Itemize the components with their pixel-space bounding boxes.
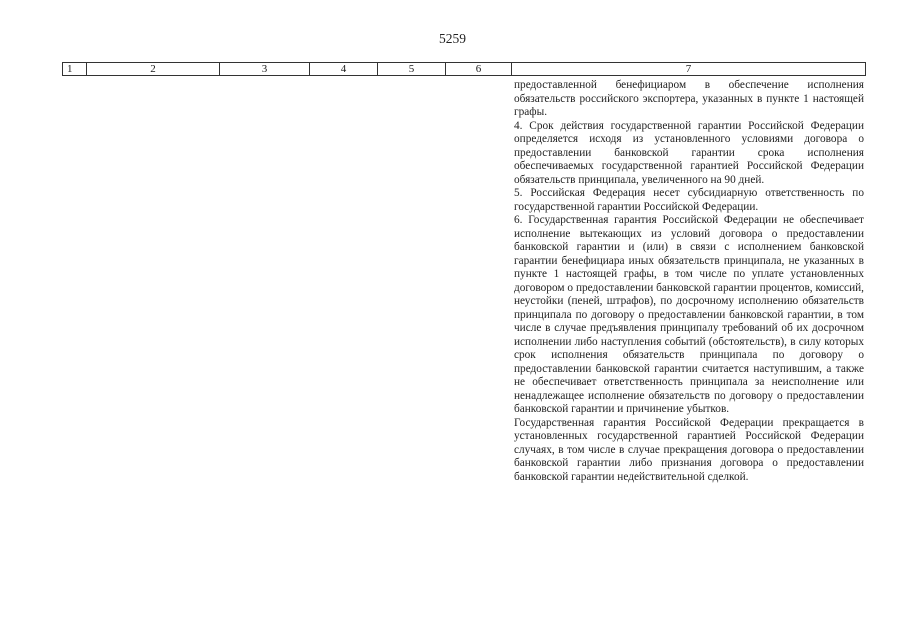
paragraph-termination: Государственная гарантия Российской Федерации прекращается в установленных государственной гарантией Российской Федерации случаях, в том числе в случае прекращения договора о предоставлении банковской гарантии либо признания договора о предоставлении банковской гарантии недействительной сделкой. xyxy=(514,416,864,483)
column-header-1: 1 xyxy=(63,63,87,75)
paragraph-item-5: 5. Российская Федерация несет субсидиарную ответственность по государственной гарантии Российской Федерации. xyxy=(514,187,864,213)
paragraph-item-4: 4. Срок действия государственной гарантии Российской Федерации определяется исходя из установленного условиями договора о предоставлении банковской гарантии срока исполнения обеспечиваемых государственной гарантией Российской Федерации обязательств принципала, увеличенного на 90 дней. xyxy=(514,119,864,186)
column-header-7: 7 xyxy=(685,63,692,75)
column-header-5: 5 xyxy=(378,63,446,75)
paragraph-continuation: предоставленной бенефициаром в обеспечение исполнения обязательств российского экспортера, указанных в пункте 1 настоящей графы. xyxy=(514,79,864,118)
table-header-row xyxy=(62,62,866,76)
column-header-6: 6 xyxy=(446,63,512,75)
paragraph-item-6: 6. Государственная гарантия Российской Федерации не обеспечивает исполнение вытекающих из условий договора о предоставлении банковской гарантии и (или) в связи с исполнением банковской гарантии бенефициара иных обязательств принципала, не указанных в пункте 1 настоящей графы, в том числе по уплате установленных договором о предоставлении банковской гарантии процентов, комиссий, неустойки (пеней, штрафов), по досрочному исполнению обязательств принципала по договору о предоставлении банковской гарантии, в том числе в случае предъявления принципалу требований об их досрочном исполнении либо наступления событий (обстоятельств), в силу которых срок исполнения обязательств принципала по договору о предоставлении банковской гарантии считается наступившим, а также не обеспечивает ответственность принципала за неисполнение или ненадлежащее исполнение обязательств по договору о предоставлении банковской гарантии и причинение убытков. xyxy=(514,214,864,415)
column-header-3: 3 xyxy=(220,63,310,75)
column-7-text xyxy=(514,79,864,484)
column-header-2: 2 xyxy=(87,63,220,75)
page-number: 5259 xyxy=(439,31,466,46)
column-header-4: 4 xyxy=(310,63,378,75)
